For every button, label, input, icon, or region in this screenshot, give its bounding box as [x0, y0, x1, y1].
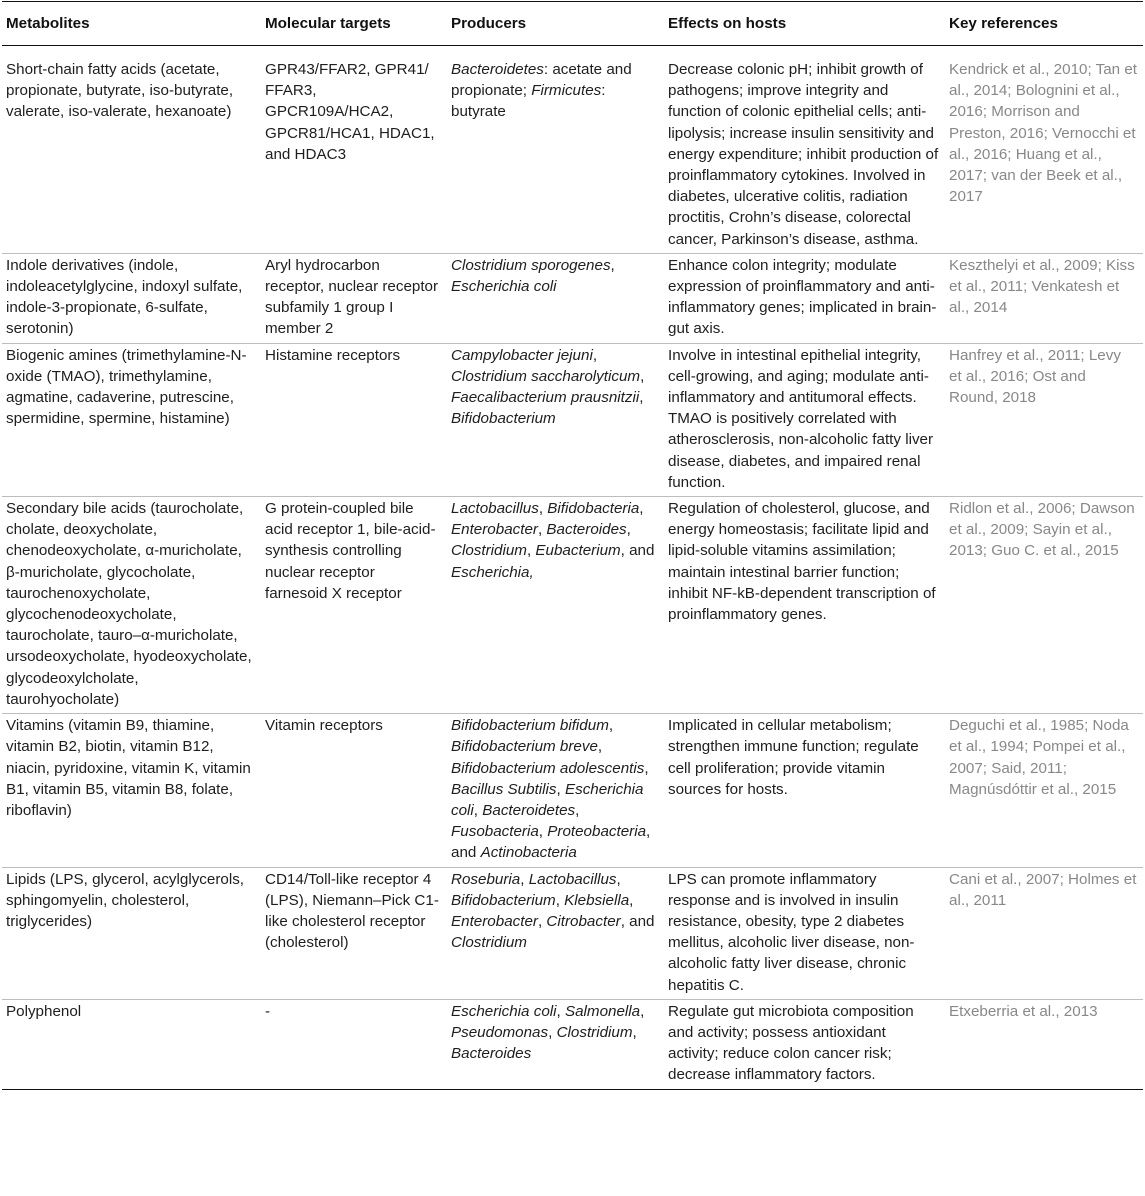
producer-taxon: Fusobacteria [451, 823, 539, 841]
producer-taxon: Enterobacter [451, 912, 538, 930]
table-row [2, 46, 1143, 254]
producer-text: , [555, 891, 565, 909]
producer-taxon: Escherichia coli [451, 1002, 557, 1020]
producer-text: , and [620, 912, 655, 930]
producer-text: , [538, 500, 548, 518]
producer-text: , [640, 367, 645, 385]
producer-taxon: Escherichia coli [451, 780, 644, 819]
producer-taxon: Clostridium [451, 542, 527, 560]
producer-taxon: Salmonella [564, 1002, 641, 1020]
producer-taxon: Firmicutes [531, 82, 602, 100]
producer-text: , [537, 521, 547, 539]
producer-taxon: Eubacterium [535, 542, 621, 560]
table-row [2, 497, 1143, 714]
cell-metabolites: Indole derivatives (indole, indoleacetylglycine, indoxyl sulfate, indole-3-propionate, 6-sulfate, serotonin) [2, 253, 261, 343]
producer-text: , [597, 738, 603, 756]
table-row [2, 253, 1143, 343]
cell-molecular-targets: Aryl hydrocarbon receptor, nuclear receptor subfamily 1 group I member 2 [261, 253, 447, 343]
producer-text: , [644, 759, 649, 777]
producer-text: , [575, 801, 580, 819]
producer-taxon: Clostridium [451, 934, 527, 952]
cell-references: Cani et al., 2007; Holmes et al., 2011 [945, 867, 1143, 999]
cell-molecular-targets: - [261, 999, 447, 1089]
producer-text: , [608, 717, 614, 735]
producer-text: , and [451, 823, 651, 862]
producer-text: , [556, 780, 565, 798]
producer-text: , [548, 1023, 557, 1041]
header-molecular-targets: Molecular targets [261, 2, 447, 46]
cell-metabolites: Short-chain fatty acids (acetate, propionate, butyrate, iso-butyrate, valerate, iso-valerate, hexanoate) [2, 46, 261, 254]
table-row [2, 999, 1143, 1089]
producer-taxon: Klebsiella [564, 891, 630, 909]
producer-text: , and [620, 542, 655, 560]
producer-taxon: Citrobacter [546, 912, 621, 930]
producer-taxon: Bacteroides [546, 521, 627, 539]
cell-references: Deguchi et al., 1985; Noda et al., 1994; Pompei et al., 2007; Said, 2011; Magnúsdóttir et al., 2015 [945, 714, 1143, 867]
cell-effects: Regulation of cholesterol, glucose, and energy homeostasis; facilitate lipid and lipid-soluble vitamins assimilation; maintain intestinal barrier function; inhibit NF-kB-dependent transcription of proinflammatory genes. [664, 497, 945, 714]
producer-taxon: Enterobacter [451, 521, 538, 539]
cell-references: Ridlon et al., 2006; Dawson et al., 2009; Sayin et al., 2013; Guo C. et al., 2015 [945, 497, 1143, 714]
header-key-references: Key references [945, 2, 1143, 46]
metabolites-table [2, 1, 1143, 1090]
producer-taxon: Clostridium [556, 1023, 633, 1041]
producer-taxon: Bacteroidetes [482, 801, 576, 819]
producer-taxon: Campylobacter jejuni [451, 346, 593, 364]
producer-taxon: Bifidobacteria [547, 500, 640, 518]
header-producers: Producers [447, 2, 664, 46]
producer-text: , [629, 891, 634, 909]
producer-text: , [626, 521, 631, 539]
producer-text: , [640, 1002, 645, 1020]
producer-taxon: Roseburia [451, 870, 521, 888]
producer-taxon: Bifidobacterium [451, 891, 556, 909]
cell-effects: Implicated in cellular metabolism; strengthen immune function; regulate cell proliferation; provide vitamin sources for hosts. [664, 714, 945, 867]
producer-text: , [538, 823, 548, 841]
cell-references: Kendrick et al., 2010; Tan et al., 2014; Bolognini et al., 2016; Morrison and Preston, 2016; Vernocchi et al., 2016; Huang et al., 2017; van der Beek et al., 2017 [945, 46, 1143, 254]
cell-molecular-targets: G protein-coupled bile acid receptor 1, bile-acid-synthesis controlling nuclear receptor farnesoid X receptor [261, 497, 447, 714]
producer-taxon: Proteobacteria [547, 823, 647, 841]
cell-effects: Enhance colon integrity; modulate expression of proinflammatory and anti-inflammatory genes; implicated in brain-gut axis. [664, 253, 945, 343]
cell-metabolites: Lipids (LPS, glycerol, acylglycerols, sphingomyelin, cholesterol, triglycerides) [2, 867, 261, 999]
producer-taxon: Escherichia, [451, 563, 534, 581]
cell-effects: Regulate gut microbiota composition and activity; possess antioxidant activity; reduce colon cancer risk; decrease inflammatory factors. [664, 999, 945, 1089]
producer-taxon: Bifidobacterium [451, 410, 556, 428]
producer-taxon: Clostridium saccharolyticum [451, 367, 641, 385]
producer-taxon: Bifidobacterium bifidum [451, 717, 609, 735]
cell-molecular-targets: Vitamin receptors [261, 714, 447, 867]
cell-metabolites: Biogenic amines (trimethylamine-N-oxide (TMAO), trimethylamine, agmatine, cadaverine, putrescine, spermidine, spermine, histamine) [2, 343, 261, 496]
header-effects-on-hosts: Effects on hosts [664, 2, 945, 46]
producer-text: , [639, 500, 644, 518]
cell-references: Keszthelyi et al., 2009; Kiss et al., 2011; Venkatesh et al., 2014 [945, 253, 1143, 343]
cell-producers [447, 253, 664, 343]
table-header-row [2, 2, 1143, 46]
cell-producers [447, 343, 664, 496]
cell-metabolites: Vitamins (vitamin B9, thiamine, vitamin B2, biotin, vitamin B12, niacin, pyridoxine, vitamin K, vitamin B1, vitamin B5, vitamin B8, folate, riboflavin) [2, 714, 261, 867]
producer-text: , [520, 870, 529, 888]
producer-text: , [592, 346, 598, 364]
producer-text: , [537, 912, 547, 930]
cell-molecular-targets: GPR43/FFAR2, GPR41/ FFAR3, GPCR109A/HCA2, GPCR81/HCA1, HDAC1, and HDAC3 [261, 46, 447, 254]
producer-text: , [610, 256, 615, 274]
producer-taxon: Bacteroidetes [451, 61, 544, 78]
cell-producers [447, 867, 664, 999]
producer-taxon: Bifidobacterium breve [451, 738, 598, 756]
producer-text: : acetate and propionate; [451, 61, 632, 100]
cell-references: Etxeberria et al., 2013 [945, 999, 1143, 1089]
table-row [2, 343, 1143, 496]
cell-effects: Involve in intestinal epithelial integrity, cell-growing, and aging; modulate anti-inflammatory and antitumoral effects. TMAO is positively correlated with atherosclerosis, non-alcoholic fatty liver disease, diabetes, and impaired renal function. [664, 343, 945, 496]
producer-text: , [632, 1023, 637, 1041]
producer-text: , [616, 870, 621, 888]
cell-producers [447, 46, 664, 254]
table-row [2, 714, 1143, 867]
producer-taxon: Pseudomonas [451, 1023, 549, 1041]
producer-taxon: Actinobacteria [480, 844, 577, 862]
cell-references: Hanfrey et al., 2011; Levy et al., 2016; Ost and Round, 2018 [945, 343, 1143, 496]
cell-effects: Decrease colonic pH; inhibit growth of pathogens; improve integrity and function of colonic epithelial cells; anti-lipolysis; increase insulin sensitivity and energy expenditure; inhibit production of proinflammatory cytokines. Involved in diabetes, ulcerative colitis, radiation proctitis, Crohn’s disease, colorectal cancer, Parkinson’s disease, asthma. [664, 46, 945, 254]
producer-text: , [556, 1002, 565, 1020]
producer-text: , [639, 389, 644, 407]
cell-producers [447, 497, 664, 714]
producer-text: : butyrate [451, 82, 606, 121]
producer-taxon: Bifidobacterium adolescentis [451, 759, 645, 777]
producer-taxon: Bacillus Subtilis [451, 780, 557, 798]
cell-molecular-targets: CD14/Toll-like receptor 4 (LPS), Niemann–Pick C1-like cholesterol receptor (cholesterol) [261, 867, 447, 999]
producer-taxon: Bacteroides [451, 1045, 532, 1063]
producer-taxon: Escherichia coli [451, 278, 557, 296]
cell-metabolites: Secondary bile acids (taurocholate, cholate, deoxycholate, chenodeoxycholate, α-muricholate, β-muricholate, glycocholate, taurochenoxycholate, glycochenodeoxycholate, taurocholate, tauro–α-muricholate, ursodeoxycholate, hyodeoxycholate, glycodeoxylcholate, taurohyocholate) [2, 497, 261, 714]
producer-taxon: Lactobacillus [528, 870, 617, 888]
cell-effects: LPS can promote inflammatory response and is involved in insulin resistance, obesity, type 2 diabetes mellitus, alcoholic liver disease, non-alcoholic fatty liver disease, chronic hepatitis C. [664, 867, 945, 999]
table-row [2, 867, 1143, 999]
producer-text: , [473, 801, 483, 819]
producer-taxon: Lactobacillus [451, 500, 539, 518]
cell-producers [447, 999, 664, 1089]
cell-producers [447, 714, 664, 867]
header-metabolites: Metabolites [2, 2, 261, 46]
producer-taxon: Faecalibacterium prausnitzii [451, 389, 640, 407]
cell-metabolites: Polyphenol [2, 999, 261, 1089]
cell-molecular-targets: Histamine receptors [261, 343, 447, 496]
producer-taxon: Clostridium sporogenes [451, 256, 611, 274]
producer-text: , [526, 542, 536, 560]
